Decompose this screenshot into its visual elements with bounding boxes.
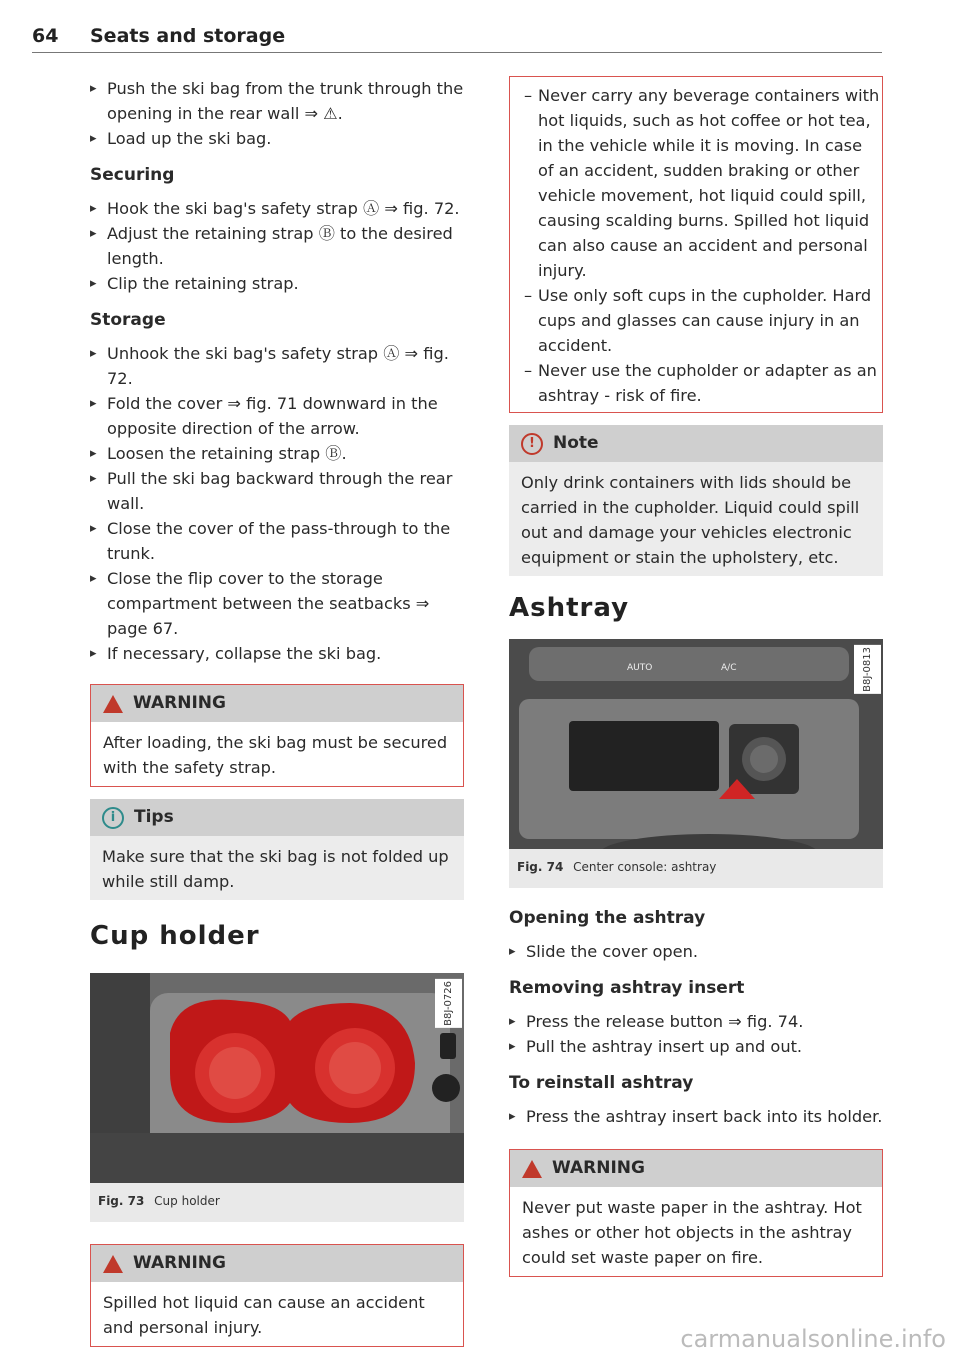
list-item: ▸ Press the ashtray insert back into its holder. xyxy=(509,1104,883,1129)
caution-icon: ! xyxy=(521,433,543,455)
ashtray-illustration xyxy=(509,639,883,849)
warning-text: Spilled hot liquid can cause an accident and personal injury. xyxy=(103,1293,425,1337)
list-item: ▸ Hook the ski bag's safety strap Ⓐ ⇒ fig. 72. xyxy=(90,196,464,221)
right-column xyxy=(509,76,883,1277)
list-item: ▸ Clip the retaining strap. xyxy=(90,271,464,296)
warning-icon xyxy=(103,1255,123,1273)
figure-code: B8J-0813 xyxy=(854,645,881,694)
list-item: ▸ Close the cover of the pass-through to the trunk. xyxy=(90,516,464,566)
list-item: ▸ Load up the ski bag. xyxy=(90,126,464,151)
list-item: ▸ Slide the cover open. xyxy=(509,939,883,964)
list-item: ▸ Push the ski bag from the trunk through the opening in the rear wall ⇒ ⚠. xyxy=(90,76,464,126)
figure-caption xyxy=(90,1183,464,1222)
subheading-reinstall: To reinstall ashtray xyxy=(509,1073,694,1093)
list-item: ▸ Adjust the retaining strap Ⓑ to the desired length. xyxy=(90,221,464,271)
list-item: ▸ Pull the ski bag backward through the rear wall. xyxy=(90,466,464,516)
figure-label: Fig. 74 xyxy=(517,860,564,874)
warning-title: WARNING xyxy=(133,1253,226,1273)
list-item: ▸ Pull the ashtray insert up and out. xyxy=(509,1034,883,1059)
cup-holder-image xyxy=(90,973,464,1183)
heading-cup-holder: Cup holder xyxy=(90,921,260,951)
tips-text: Make sure that the ski bag is not folded up while still damp. xyxy=(102,847,449,891)
subheading-storage: Storage xyxy=(90,310,166,330)
page-header xyxy=(32,24,882,53)
figure-label: Fig. 73 xyxy=(98,1194,145,1208)
subheading-removing: Removing ashtray insert xyxy=(509,978,745,998)
note-title: Note xyxy=(553,433,599,453)
warning-text: After loading, the ski bag must be secured with the safety strap. xyxy=(103,733,448,777)
warning-title: WARNING xyxy=(133,693,226,713)
warning-continued-box xyxy=(509,76,883,413)
left-column xyxy=(90,76,464,1347)
tips-box xyxy=(90,799,464,900)
warning-header xyxy=(91,1245,463,1282)
list-item: – Never carry any beverage containers with hot liquids, such as hot coffee or hot tea, in the vehicle while it is moving. In case of an accident, sudden braking or other vehicle movement, hot liquid could spill, causing scalding burns. Spilled hot liquid can also cause an accident and personal injury. xyxy=(510,83,882,283)
figure-caption-text: Cup holder xyxy=(154,1194,220,1208)
list-item: – Never use the cupholder or adapter as an ashtray - risk of fire. xyxy=(510,358,882,408)
warning-box xyxy=(90,684,464,787)
ashtray-image xyxy=(509,639,883,849)
tips-header xyxy=(90,799,464,836)
figure-code: B8J-0726 xyxy=(435,979,462,1028)
warning-box xyxy=(509,1149,883,1277)
watermark: carmanualsonline.info xyxy=(680,1325,946,1353)
warning-header xyxy=(510,1150,882,1187)
warning-box xyxy=(90,1244,464,1347)
list-item: ▸ Loosen the retaining strap Ⓑ. xyxy=(90,441,464,466)
cup-holder-illustration xyxy=(90,973,464,1183)
figure-73 xyxy=(90,973,464,1222)
info-icon: i xyxy=(102,807,124,829)
figure-caption-text: Center console: ashtray xyxy=(573,860,717,874)
list-item: – Use only soft cups in the cupholder. Hard cups and glasses can cause injury in an accident. xyxy=(510,283,882,358)
heading-ashtray: Ashtray xyxy=(509,593,630,623)
warning-text: Never put waste paper in the ashtray. Hot ashes or other hot objects in the ashtray could set waste paper on fire. xyxy=(522,1198,862,1267)
auto-button-label: AUTO xyxy=(627,663,653,673)
note-text: Only drink containers with lids should be carried in the cupholder. Liquid could spill out and damage your vehicles electronic equipment or stain the upholstery, etc. xyxy=(521,473,860,567)
list-item: ▸ Fold the cover ⇒ fig. 71 downward in the opposite direction of the arrow. xyxy=(90,391,464,441)
list-item: ▸ If necessary, collapse the ski bag. xyxy=(90,641,464,666)
warning-icon xyxy=(103,695,123,713)
page-number: 64 xyxy=(32,25,59,47)
section-title: Seats and storage xyxy=(90,25,286,47)
figure-caption xyxy=(509,849,883,888)
ac-button-label: A/C xyxy=(721,663,737,673)
list-item: ▸ Close the flip cover to the storage compartment between the seatbacks ⇒ page 67. xyxy=(90,566,464,641)
note-box xyxy=(509,425,883,576)
tips-title: Tips xyxy=(134,807,174,827)
subheading-securing: Securing xyxy=(90,165,175,185)
figure-74 xyxy=(509,639,883,888)
list-item: ▸ Unhook the ski bag's safety strap Ⓐ ⇒ fig. 72. xyxy=(90,341,464,391)
subheading-opening: Opening the ashtray xyxy=(509,908,706,928)
warning-title: WARNING xyxy=(552,1158,645,1178)
note-header xyxy=(509,425,883,462)
warning-header xyxy=(91,685,463,722)
list-item: ▸ Press the release button ⇒ fig. 74. xyxy=(509,1009,883,1034)
warning-icon xyxy=(522,1160,542,1178)
